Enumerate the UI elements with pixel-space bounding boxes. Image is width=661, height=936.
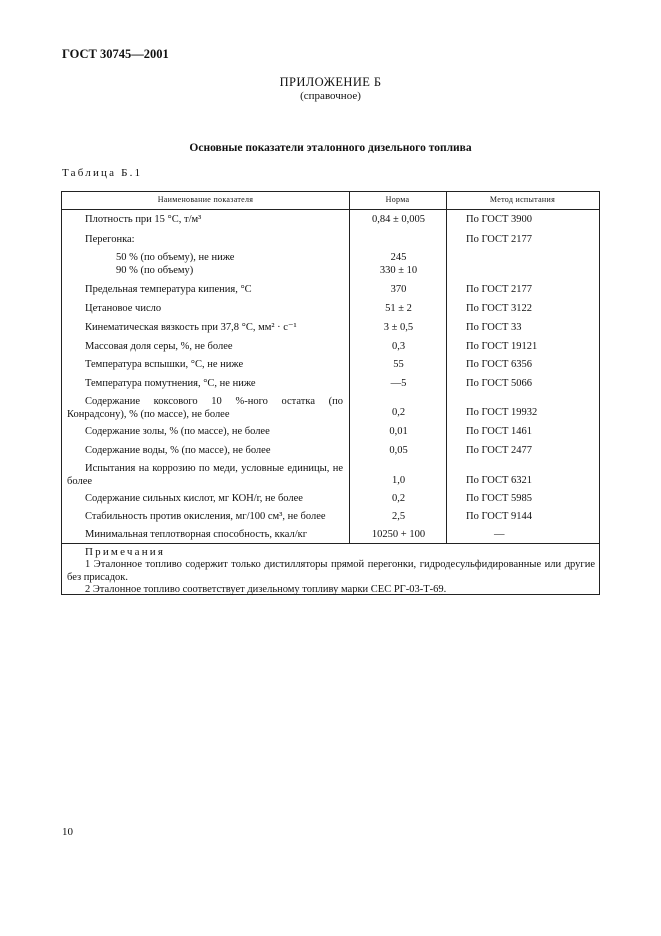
- table-row-norm: 51 ± 2: [385, 303, 412, 314]
- table-row-name: Содержание воды, % (по массе), не более: [85, 445, 271, 456]
- table-label: Таблица Б.1: [62, 167, 143, 179]
- table-row-method: По ГОСТ 9144: [466, 511, 533, 522]
- table-row-method: По ГОСТ 33: [466, 322, 522, 333]
- table-row-name: Минимальная теплотворная способность, ккал/кг: [85, 529, 308, 540]
- table-row-norm: 370: [390, 284, 407, 295]
- table-row-name: Кинематическая вязкость при 37,8 °С, мм² · с⁻¹: [85, 322, 297, 333]
- table-row-norm: 0,2: [391, 407, 406, 418]
- table-row-norm: 330 ± 10: [379, 265, 418, 276]
- table-row-method: По ГОСТ 3122: [466, 303, 533, 314]
- table-row-norm: 0,01: [389, 426, 408, 437]
- table-row-method: По ГОСТ 5985: [466, 493, 533, 504]
- table-row-norm: 10250 + 100: [371, 529, 426, 540]
- document-title: Основные показатели эталонного дизельного топлива: [189, 142, 472, 154]
- note-item: 1 Эталонное топливо содержит только дистилляторы прямой перегонки, гидродесульфидированные или другие без присадок.: [67, 559, 595, 583]
- table-row-norm: 0,2: [391, 493, 406, 504]
- table-row-norm: 2,5: [391, 511, 406, 522]
- table-row-name: Температура помутнения, °С, не ниже: [85, 378, 256, 389]
- table-row-method: По ГОСТ 6356: [466, 359, 533, 370]
- note-item: 2 Эталонное топливо соответствует дизельному топливу марки СЕС РГ-03-Т-69.: [85, 584, 447, 595]
- table-row-norm: 0,05: [389, 445, 408, 456]
- table-row-name: 90 % (по объему): [116, 265, 194, 276]
- table-row-name: Стабильность против окисления, мг/100 см³, не более: [85, 511, 326, 522]
- table-row-method: По ГОСТ 1461: [466, 426, 533, 437]
- table-row-method: По ГОСТ 3900: [466, 214, 533, 225]
- table-row-norm: 0,3: [391, 341, 406, 352]
- table-row-norm: —5: [390, 378, 407, 389]
- table-row-norm: 245: [390, 252, 407, 263]
- table-row-name: Содержание золы, % (по массе), не более: [85, 426, 270, 437]
- table-row-name: 50 % (по объему), не ниже: [116, 252, 235, 263]
- table-row-name: Содержание коксового 10 %-ного остатка (по Конрадсону), % (по массе), не более: [67, 396, 343, 420]
- table-row-name: Массовая доля серы, %, не более: [85, 341, 233, 352]
- notes-divider: [62, 543, 599, 544]
- table-row-method: По ГОСТ 6321: [466, 475, 533, 486]
- table-row-method: По ГОСТ 19121: [466, 341, 538, 352]
- table-row-method: По ГОСТ 2477: [466, 445, 533, 456]
- table-row-name: Перегонка:: [85, 234, 135, 245]
- table-row-name: Цетановое число: [85, 303, 162, 314]
- table-row-norm: 0,84 ± 0,005: [371, 214, 425, 225]
- table-row-method: По ГОСТ 19932: [466, 407, 538, 418]
- column-header-method: Метод испытания: [489, 195, 556, 204]
- table-row-method: —: [494, 529, 505, 540]
- table-row-name: Плотность при 15 °С, т/м³: [85, 214, 202, 225]
- appendix-title: ПРИЛОЖЕНИЕ Б: [279, 75, 382, 89]
- specification-table: [61, 191, 600, 595]
- table-row-name: Содержание сильных кислот, мг КОН/г, не более: [85, 493, 303, 504]
- page-number: 10: [62, 826, 73, 838]
- column-header-name: Наименование показателя: [157, 195, 254, 204]
- table-row-method: По ГОСТ 5066: [466, 378, 533, 389]
- table-row-method: По ГОСТ 2177: [466, 284, 533, 295]
- table-row-name: Испытания на коррозию по меди, условные единицы, не более: [67, 463, 343, 487]
- table-row-name: Предельная температура кипения, °С: [85, 284, 252, 295]
- standard-number: ГОСТ 30745—2001: [62, 47, 169, 61]
- table-row-norm: 55: [393, 359, 404, 370]
- table-row-norm: 1,0: [391, 475, 406, 486]
- appendix-subtitle: (справочное): [300, 90, 361, 102]
- table-row-method: По ГОСТ 2177: [466, 234, 533, 245]
- table-row-norm: 3 ± 0,5: [383, 322, 414, 333]
- table-row-name: Температура вспышки, °С, не ниже: [85, 359, 244, 370]
- notes-heading: Примечания: [85, 546, 166, 558]
- column-header-norm: Норма: [385, 195, 410, 204]
